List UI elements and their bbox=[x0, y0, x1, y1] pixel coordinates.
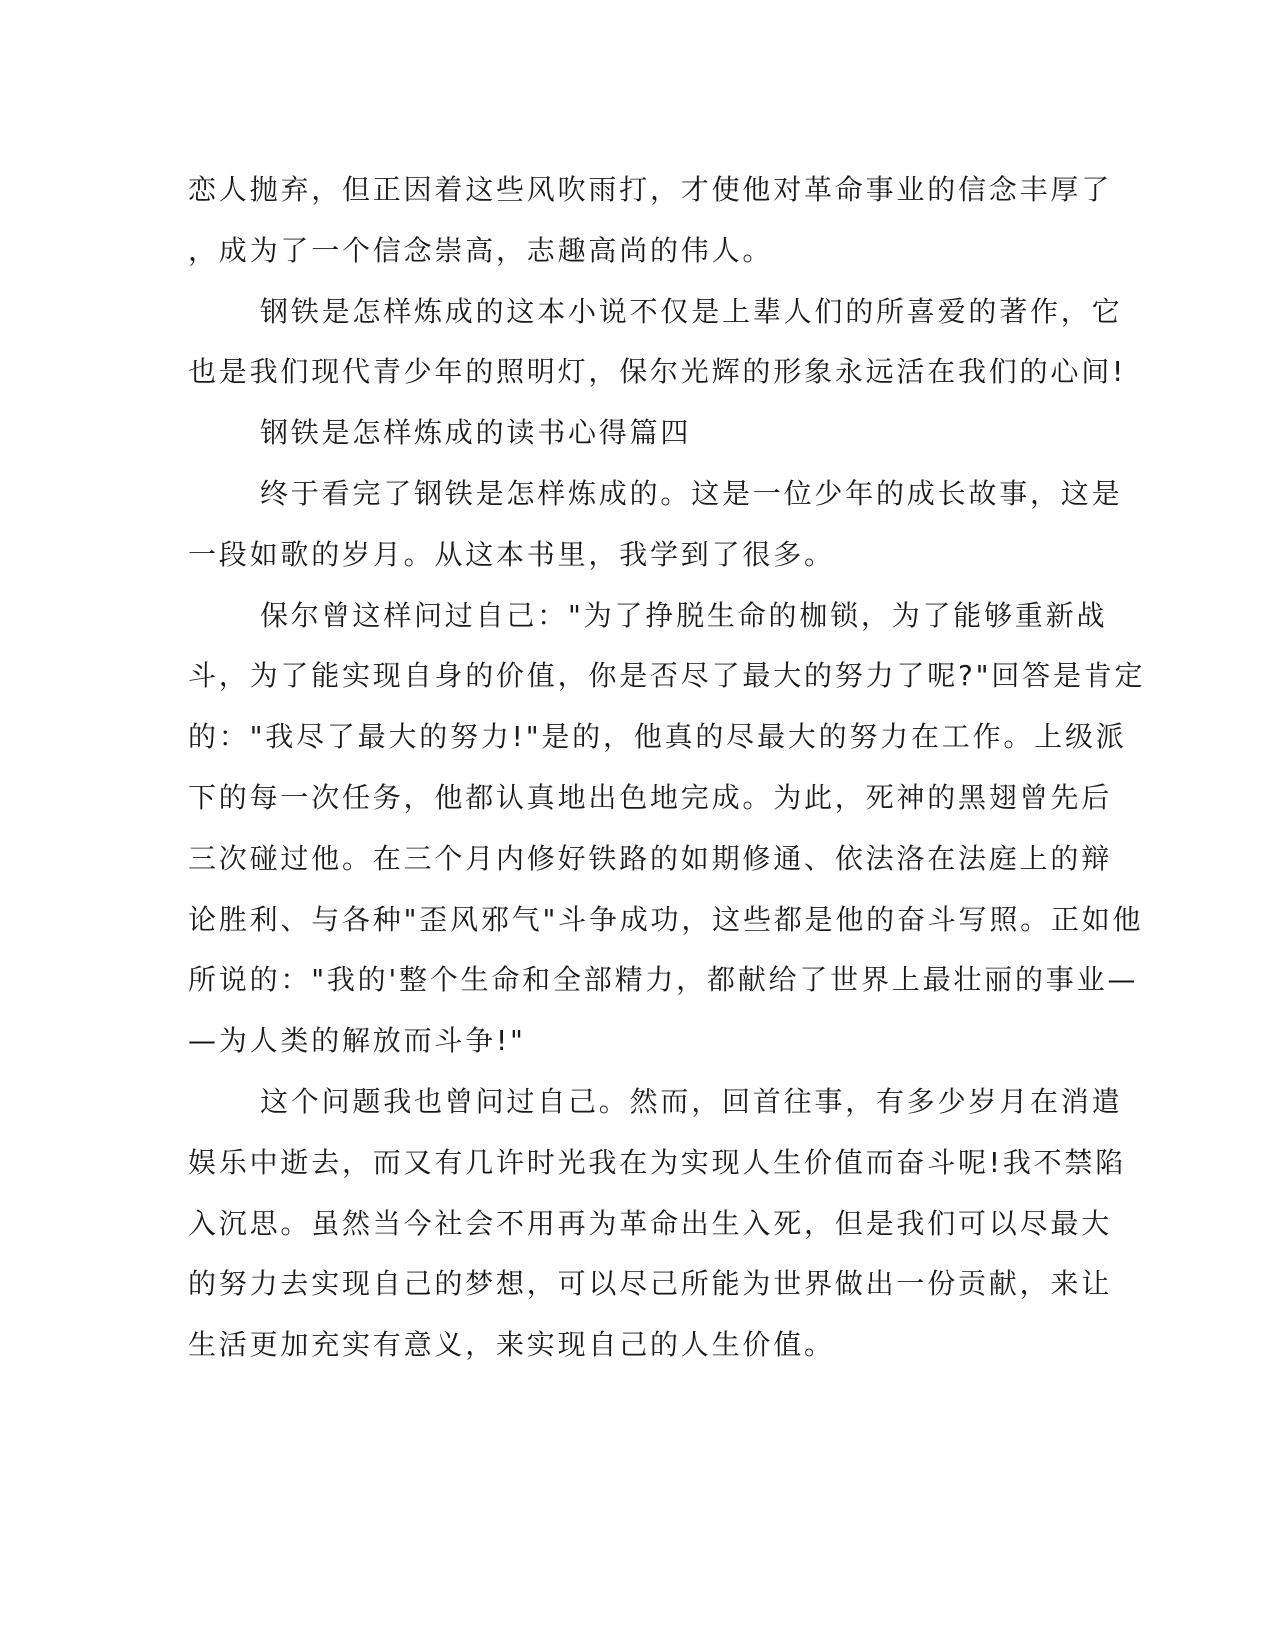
paragraph-start-line: 这个问题我也曾问过自己。然而，回首往事，有多少岁月在消遣 bbox=[260, 1084, 1123, 1118]
text-line: 的："我尽了最大的努力!"是的，他真的尽最大的努力在工作。上级派 bbox=[188, 720, 1127, 754]
text-line: 下的每一次任务，他都认真地出色地完成。为此，死神的黑翅曾先后 bbox=[188, 780, 1113, 814]
text-line: —为人类的解放而斗争!" bbox=[188, 1024, 526, 1058]
text-line: 一段如歌的岁月。从这本书里，我学到了很多。 bbox=[188, 537, 835, 571]
text-line: 所说的："我的'整个生命和全部精力，都献给了世界上最壮丽的事业— bbox=[188, 963, 1139, 997]
section-heading: 钢铁是怎样炼成的读书心得篇四 bbox=[260, 416, 692, 450]
paragraph-start-line: 钢铁是怎样炼成的这本小说不仅是上辈人们的所喜爱的著作，它 bbox=[260, 294, 1123, 328]
paragraph-start-line: 终于看完了钢铁是怎样炼成的。这是一位少年的成长故事，这是 bbox=[260, 476, 1123, 510]
text-line: 也是我们现代青少年的照明灯，保尔光辉的形象永远活在我们的心间! bbox=[188, 355, 1127, 389]
text-line: 三次碰过他。在三个月内修好铁路的如期修通、依法洛在法庭上的辩 bbox=[188, 841, 1113, 875]
text-line: 斗，为了能实现自身的价值，你是否尽了最大的努力了呢?"回答是肯定 bbox=[188, 659, 1146, 693]
text-line: ，成为了一个信念崇高，志趣高尚的伟人。 bbox=[188, 233, 774, 267]
paragraph-start-line: 保尔曾这样问过自己："为了挣脱生命的枷锁，为了能够重新战 bbox=[260, 598, 1108, 632]
body-text bbox=[188, 160, 1146, 1376]
text-line: 生活更加充实有意义，来实现自己的人生价值。 bbox=[188, 1328, 835, 1362]
text-line: 论胜利、与各种"歪风邪气"斗争成功，这些都是他的奋斗写照。正如他 bbox=[188, 902, 1144, 936]
text-line: 的努力去实现自己的梦想，可以尽己所能为世界做出一份贡献，来让 bbox=[188, 1267, 1113, 1301]
text-line: 娱乐中逝去，而又有几许时光我在为实现人生价值而奋斗呢!我不禁陷 bbox=[188, 1145, 1127, 1179]
text-line: 恋人抛弃，但正因着这些风吹雨打，才使他对革命事业的信念丰厚了 bbox=[188, 173, 1113, 206]
text-line: 入沉思。虽然当今社会不用再为革命出生入死，但是我们可以尽最大 bbox=[188, 1206, 1113, 1240]
